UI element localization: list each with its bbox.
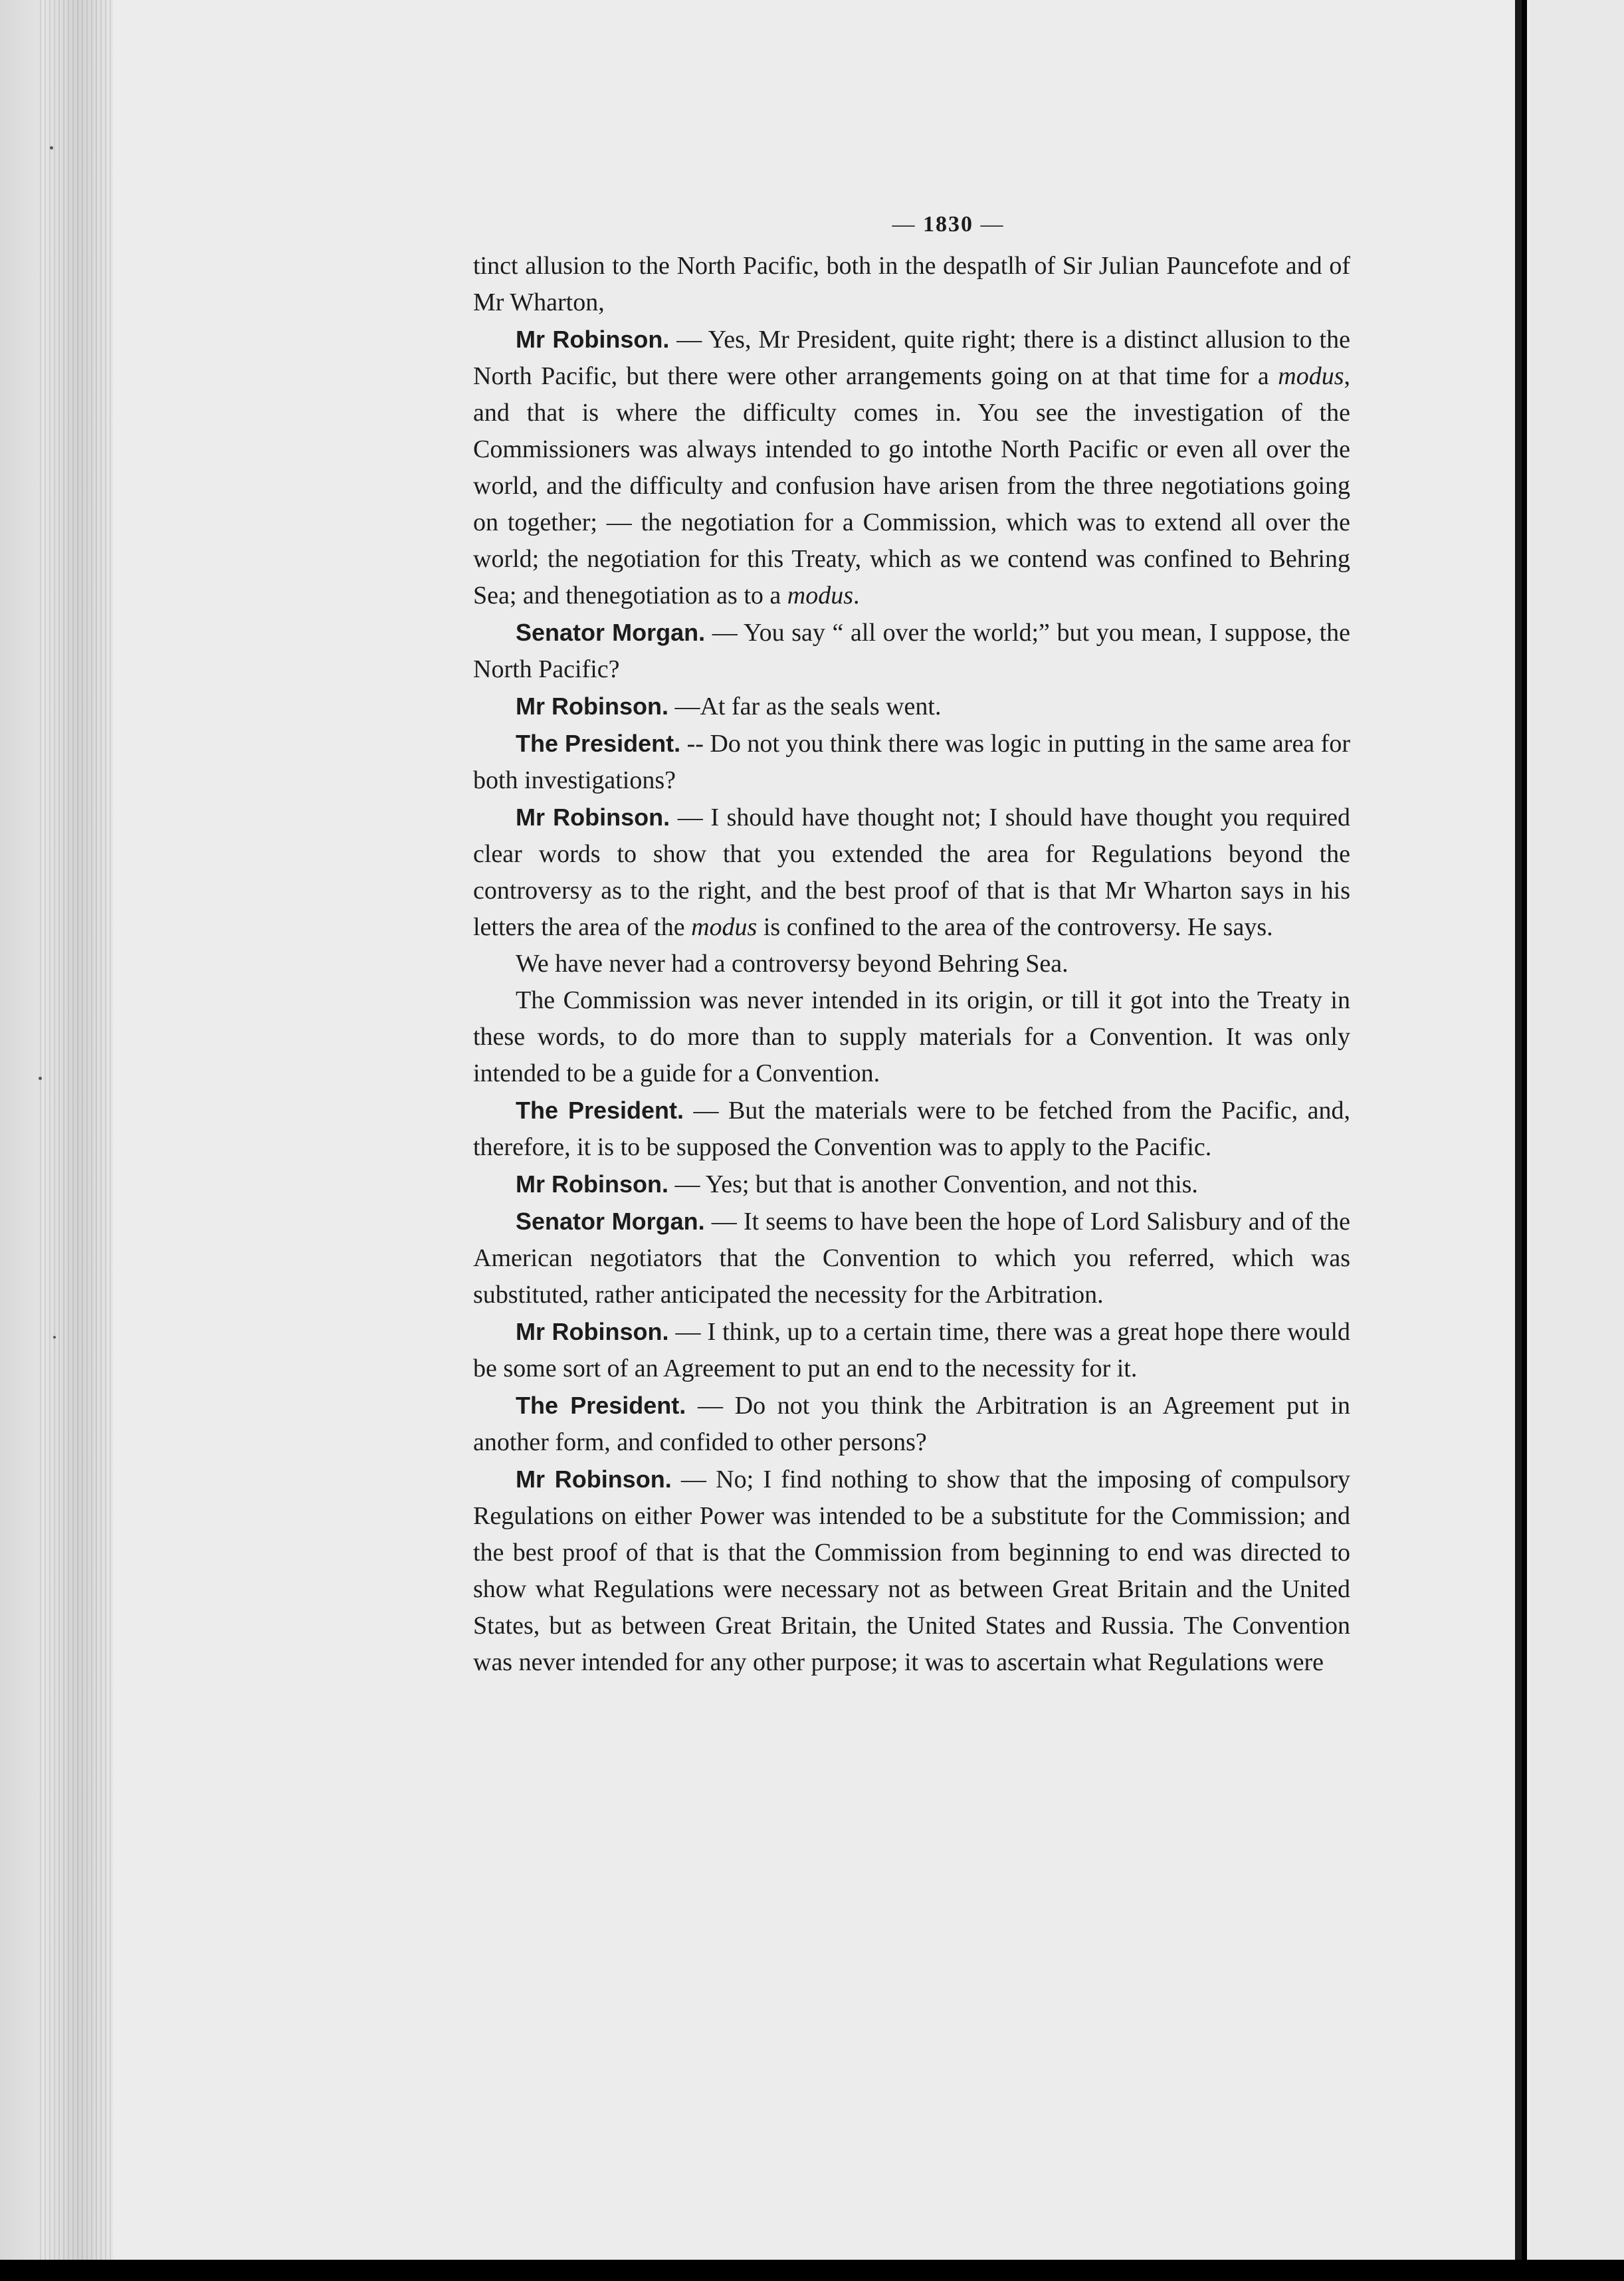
speaker-name: Mr Robinson. <box>516 1318 669 1345</box>
paragraph: Mr Robinson. — Yes, Mr President, quite right; there is a distinct allusion to the North Pacific, but there were other arrangements going on at that time for a modus, and that is where the difficulty comes in. You see the investigation of the Commissioners was always intended to go intothe North Pacific or even all over the world, and the difficulty and confusion have arisen from the three negotiations going on together; — the negotiation for a Commission, which was to extend all over the world; the negotiation for this Treaty, which as we contend was confined to Behring Sea; and thenegotiation as to a modus. <box>473 326 1350 609</box>
paragraph: The Commission was never intended in its origin, or till it got into the Treaty in these words, to do more than to supply materials for a Convention. It was only intended to be a guide for a Convention. <box>473 986 1350 1087</box>
paragraph: Mr Robinson. — Yes; but that is another Convention, and not this. <box>516 1170 1198 1198</box>
paragraph: tinct allusion to the North Pacific, both in the despatlh of Sir Julian Pauncefote and of Mr Wharton, <box>473 252 1350 316</box>
scan-border <box>0 2260 1624 2281</box>
paragraph: Mr Robinson. — No; I find nothing to show that the imposing of compulsory Regulations on either Power was intended to be a substitute for the Commission; and the best proof of that is that the Commission from beginning to end was directed to show what Regulations were necessary not as between Great Britain and the United States, but as between Great Britain, the United States and Russia. The Convention was never intended for any other purpose; it was to ascertain what Regulations were <box>473 1466 1350 1676</box>
paragraph: The President. -- Do not you think there was logic in putting in the same area for both investigations? <box>473 730 1350 794</box>
facing-page-edge <box>1527 0 1624 2260</box>
speaker-name: Mr Robinson. <box>516 1466 672 1493</box>
speaker-name: Mr Robinson. <box>516 693 668 720</box>
speaker-name: The President. <box>516 730 681 757</box>
speaker-name: Mr Robinson. <box>516 1170 668 1198</box>
page-number: — 1830 — <box>892 212 1005 237</box>
paragraph: Senator Morgan. — It seems to have been the hope of Lord Salisbury and of the American negotiators that the Convention to which you referred, which was substituted, rather anticipated the necessity for the Arbitration. <box>473 1208 1350 1309</box>
paragraph: Mr Robinson. —At far as the seals went. <box>516 693 942 720</box>
paragraph: The President. — Do not you think the Arbitration is an Agreement put in another form, and confided to other persons? <box>473 1392 1350 1456</box>
binding-gutter <box>1515 0 1522 2260</box>
speaker-name: Senator Morgan. <box>516 619 706 646</box>
speaker-name: Mr Robinson. <box>516 804 670 831</box>
paragraph: Mr Robinson. — I think, up to a certain time, there was a great hope there would be some sort of an Agreement to put an end to the necessity for it. <box>473 1318 1350 1382</box>
speaker-name: Senator Morgan. <box>516 1208 705 1235</box>
page-text <box>473 206 1350 1681</box>
speaker-name: Mr Robinson. <box>516 326 670 353</box>
paragraph: Mr Robinson. — I should have thought not; I should have thought you required clear words to show that you extended the area for Regulations beyond the controversy as to the right, and the best proof of that is that Mr Wharton says in his letters the area of the modus is confined to the area of the controversy. He says. <box>473 804 1350 941</box>
speaker-name: The President. <box>516 1097 684 1124</box>
paragraph: Senator Morgan. — You say “ all over the world;” but you mean, I suppose, the North Pacific? <box>473 619 1350 683</box>
paragraph: The President. — But the materials were to be fetched from the Pacific, and, therefore, it is to be supposed the Convention was to apply to the Pacific. <box>473 1097 1351 1161</box>
paragraph: We have never had a controversy beyond Behring Sea. <box>516 950 1068 978</box>
speaker-name: The President. <box>516 1392 686 1419</box>
page-edge-stack <box>0 0 113 2260</box>
